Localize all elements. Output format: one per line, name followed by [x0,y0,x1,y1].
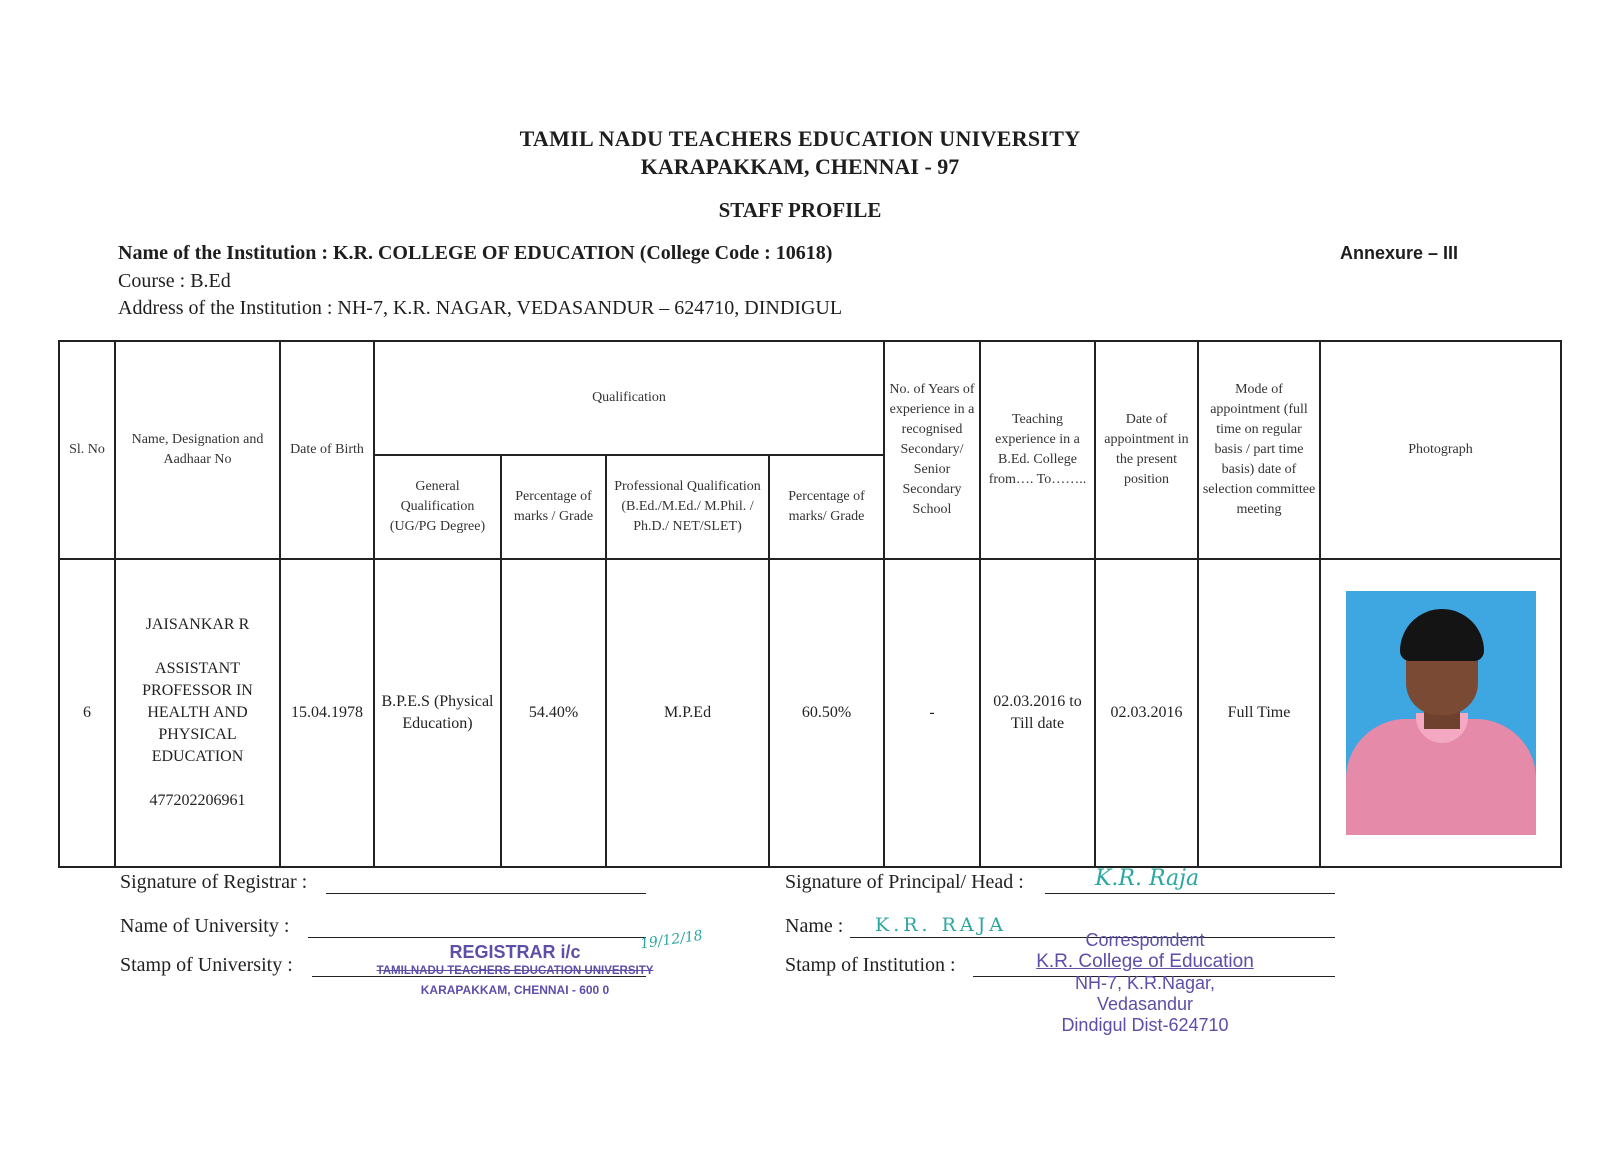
header-dob: Date of Birth [280,341,374,559]
staff-name: JAISANKAR R [145,616,250,633]
cell-general-qualification: B.P.E.S (Physical Education) [374,559,501,867]
header-years-experience: No. of Years of experience in a recognised Secondary/ Senior Secondary School [884,341,980,559]
cell-teaching-experience: 02.03.2016 to Till date [980,559,1095,867]
university-name-label: Name of University : [120,915,290,937]
name-label: Name : [785,915,844,937]
university-name: TAMIL NADU TEACHERS EDUCATION UNIVERSITY [519,126,1081,151]
principal-signature-line [1045,893,1335,894]
principal-signature: K.R. Raja [1095,866,1200,891]
table-row [59,559,1561,867]
registrar-signature-label: Signature of Registrar : [120,871,308,893]
cell-percentage-general: 54.40% [501,559,606,867]
cell-date-of-appointment: 02.03.2016 [1095,559,1198,867]
cell-photograph [1320,559,1561,867]
cell-years-experience: - [884,559,980,867]
registrar-signature-line [326,893,646,894]
table-header-row [59,341,1561,455]
course-line: Course : B.Ed [118,270,231,292]
cell-percentage-professional: 60.50% [769,559,884,867]
registrar-date-handwritten: 19/12/18 [639,927,704,953]
university-name-line [308,937,646,938]
principal-signature-label: Signature of Principal/ Head : [785,871,1024,893]
cell-mode-of-appointment: Full Time [1198,559,1320,867]
staff-designation: ASSISTANT PROFESSOR IN HEALTH AND PHYSICAL EDUCATION [142,660,253,765]
header-percentage-general: Percentage of marks / Grade [501,455,606,559]
header-general-qualification: General Qualification (UG/PG Degree) [374,455,501,559]
header-professional-qualification: Professional Qualification (B.Ed./M.Ed./ M.Phil. / Ph.D./ NET/SLET) [606,455,769,559]
university-city: KARAPAKKAM, CHENNAI - 97 [640,154,960,179]
cell-professional-qualification: M.P.Ed [606,559,769,867]
university-stamp: REGISTRAR i/c TAMILNADU TEACHERS EDUCATION UNIVERSITY KARAPAKKAM, CHENNAI - 600 0 [376,942,654,997]
header-photograph: Photograph [1320,341,1561,559]
cell-name-designation [115,559,280,867]
header-teaching-experience: Teaching experience in a B.Ed. College from…. To…….. [980,341,1095,559]
header-mode-of-appointment: Mode of appointment (full time on regular basis / part time basis) date of selection committee meeting [1198,341,1320,559]
header-percentage-professional: Percentage of marks/ Grade [769,455,884,559]
header-sl-no: Sl. No [59,341,115,559]
annexure-label: Annexure – III [1340,243,1459,263]
cell-dob: 15.04.1978 [280,559,374,867]
document-title: STAFF PROFILE [718,198,882,222]
staff-photograph [1346,591,1536,835]
principal-name-handwritten: K.R. RAJA [875,914,1007,936]
institution-stamp: Correspondent K.R. College of Education NH-7, K.R.Nagar, Vedasandur Dindigul Dist-624710 [1036,930,1254,1035]
header-name: Name, Designation and Aadhaar No [115,341,280,559]
institution-address: Address of the Institution : NH-7, K.R. NAGAR, VEDASANDUR – 624710, DINDIGUL [118,297,843,319]
staff-profile-table [58,340,1562,868]
staff-aadhaar: 477202206961 [149,792,246,809]
institution-stamp-label: Stamp of Institution : [785,954,956,976]
header-date-of-appointment: Date of appointment in the present position [1095,341,1198,559]
cell-sl-no: 6 [59,559,115,867]
header-qualification: Qualification [374,341,884,455]
university-stamp-label: Stamp of University : [120,954,293,976]
institution-name: Name of the Institution : K.R. COLLEGE OF EDUCATION (College Code : 10618) [118,242,833,264]
